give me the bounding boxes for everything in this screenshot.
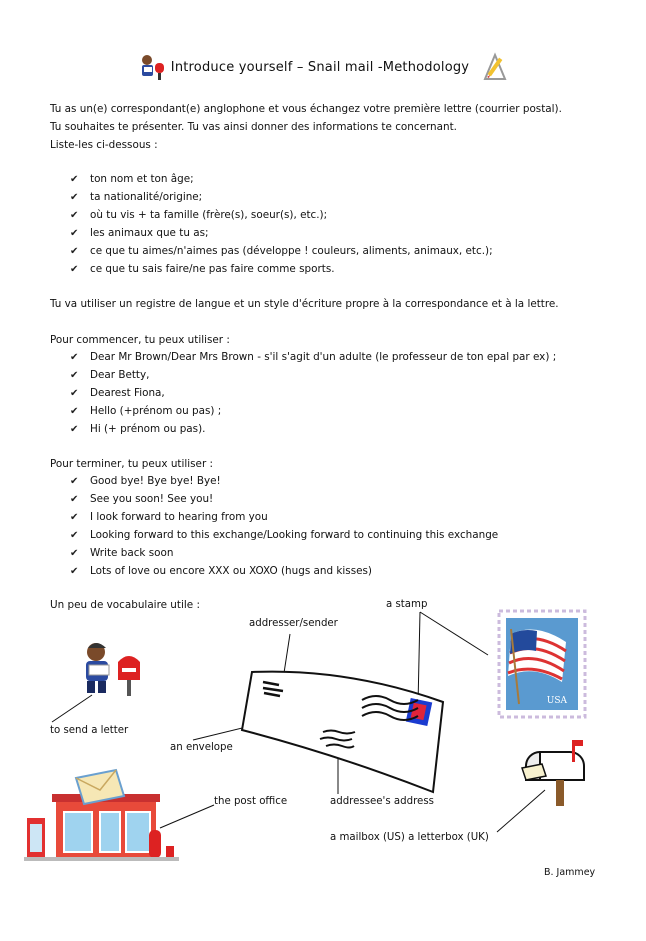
opening-title: Pour commencer, tu peux utiliser :: [50, 334, 230, 346]
list-item-text: Dear Betty,: [90, 369, 150, 381]
register-note: Tu va utiliser un registre de langue et un style d'écriture propre à la correspondance et à la lettre.: [50, 298, 559, 310]
list-item-text: See you soon! See you!: [90, 493, 214, 505]
vocab-stamp-label: a stamp: [386, 599, 428, 610]
check-icon: ✔: [70, 370, 79, 381]
check-icon: ✔: [70, 228, 79, 239]
us-mailbox-icon: [520, 738, 590, 808]
check-icon: ✔: [70, 476, 79, 487]
list-item-text: où tu vis + ta famille (frère(s), soeur(s), etc.);: [90, 209, 328, 221]
vocab-address-label: addressee's address: [330, 796, 434, 807]
list-item-text: Good bye! Bye bye! Bye!: [90, 475, 221, 487]
list-item-text: ton nom et ton âge;: [90, 173, 194, 185]
list-item-text: Dear Mr Brown/Dear Mrs Brown - s'il s'agit d'un adulte (le professeur de ton epal par ex) ;: [90, 351, 557, 363]
check-icon: ✔: [70, 406, 79, 417]
list-item-text: ce que tu sais faire/ne pas faire comme sports.: [90, 263, 335, 275]
list-item-text: ce que tu aimes/n'aimes pas (développe ! couleurs, aliments, animaux, etc.);: [90, 245, 493, 257]
check-icon: ✔: [70, 352, 79, 363]
check-icon: ✔: [70, 388, 79, 399]
list-item-text: Looking forward to this exchange/Looking forward to continuing this exchange: [90, 529, 499, 541]
list-item-text: les animaux que tu as;: [90, 227, 209, 239]
list-item-text: Hi (+ prénom ou pas).: [90, 423, 206, 435]
author-signature: B. Jammey: [544, 867, 596, 878]
intro-line: Tu souhaites te présenter. Tu vas ainsi donner des informations te concernant.: [50, 121, 457, 133]
list-item-text: Write back soon: [90, 547, 174, 559]
page-title: Introduce yourself – Snail mail -Methodology: [170, 59, 470, 75]
list-item-text: ta nationalité/origine;: [90, 191, 203, 203]
check-icon: ✔: [70, 246, 79, 257]
vocab-title: Un peu de vocabulaire utile :: [50, 599, 200, 611]
intro-line: Tu as un(e) correspondant(e) anglophone et vous échangez votre première lettre (courrier postal).: [50, 103, 562, 115]
check-icon: ✔: [70, 210, 79, 221]
check-icon: ✔: [70, 530, 79, 541]
check-icon: ✔: [70, 424, 79, 435]
check-icon: ✔: [70, 174, 79, 185]
kid-mailbox-icon: [74, 640, 149, 700]
list-item-text: Lots of love ou encore XXX ou XOXO (hugs and kisses): [90, 565, 372, 577]
stamp-icon: [497, 609, 587, 719]
intro-line: Liste-les ci-dessous :: [50, 139, 158, 151]
check-icon: ✔: [70, 494, 79, 505]
list-item-text: I look forward to hearing from you: [90, 511, 268, 523]
vocab-sender-label: addresser/sender: [249, 618, 338, 629]
vocab-mailbox-label: a mailbox (US) a letterbox (UK): [330, 832, 489, 843]
check-icon: ✔: [70, 264, 79, 275]
closing-title: Pour terminer, tu peux utiliser :: [50, 458, 214, 470]
check-icon: ✔: [70, 566, 79, 577]
list-item-text: Dearest Fiona,: [90, 387, 165, 399]
post-office-icon: [24, 768, 179, 863]
check-icon: ✔: [70, 192, 79, 203]
vocab-envelope-label: an envelope: [170, 742, 233, 753]
list-item-text: Hello (+prénom ou pas) ;: [90, 405, 222, 417]
vocab-post-office-label: the post office: [214, 796, 288, 807]
check-icon: ✔: [70, 512, 79, 523]
envelope-icon: [238, 660, 458, 795]
vocab-send-letter-label: to send a letter: [50, 725, 129, 736]
check-icon: ✔: [70, 548, 79, 559]
stamp-country-text: USA: [546, 696, 567, 706]
